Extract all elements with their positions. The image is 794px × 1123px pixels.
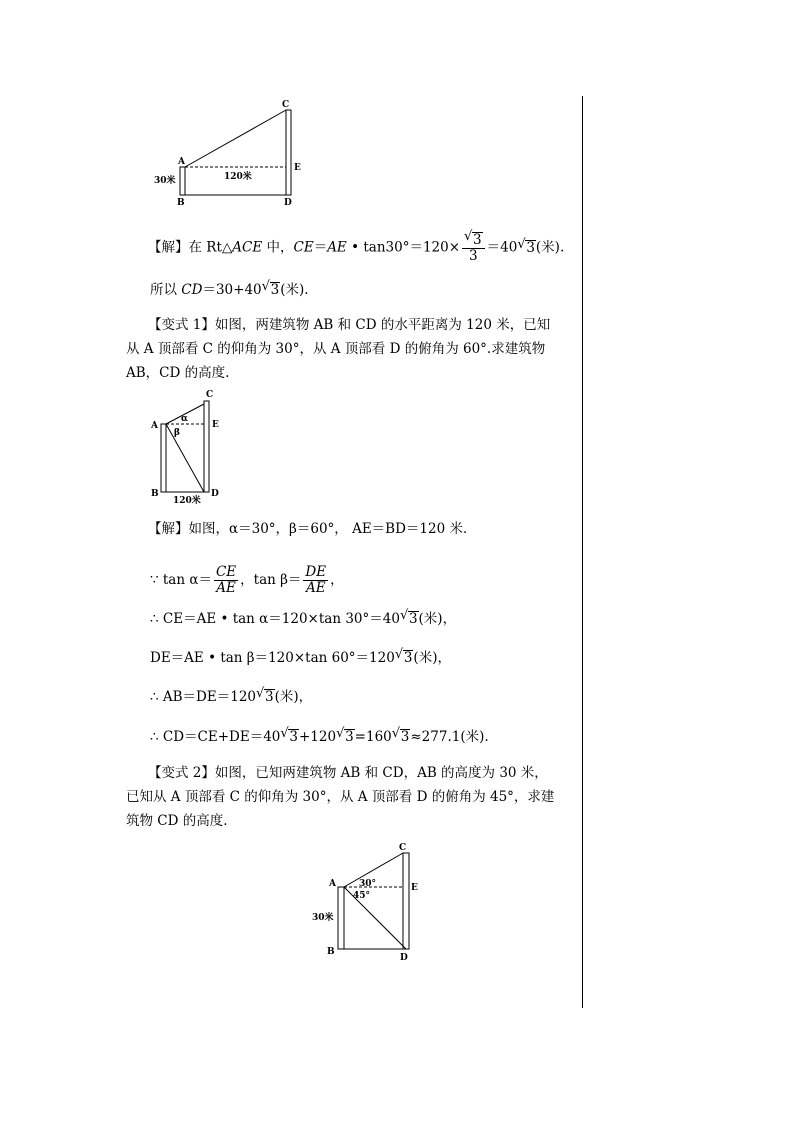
distance-label: 120米 [224, 172, 252, 182]
solution-2-line-3 [150, 609, 456, 629]
label-b: B [177, 198, 185, 208]
label-c: C [399, 843, 407, 853]
equals-value: ＝40 [486, 239, 518, 256]
triangle-name: ACE [232, 239, 263, 256]
variant-1-problem: 【变式 1】如图，两建筑物 AB 和 CD 的水平距离为 120 米，已知从 A 顶部看 C 的仰角为 30°，从 A 顶部看 D 的俯角为 60°.求建筑物 AB，CD 的高度. [126, 317, 551, 381]
label-a: A [178, 157, 185, 167]
label-e: E [294, 163, 301, 173]
height-label: 30米 [154, 176, 176, 186]
segment-ce: CE [293, 239, 314, 256]
solution-2-line-6 [150, 727, 489, 747]
label-c: C [206, 390, 214, 400]
conclusion-text: 所以 [150, 282, 182, 298]
sqrt-value: √ 3 [403, 650, 414, 665]
conclusion-1-line [150, 280, 309, 300]
figure-3-diagram [308, 838, 428, 966]
label-d: D [284, 198, 292, 208]
tan-expr: • tan30°＝120× [346, 239, 461, 256]
sqrt-value: √ 3 [525, 240, 536, 255]
angle-alpha: α [181, 414, 188, 424]
building-ab [161, 424, 166, 492]
figure-1-diagram [150, 95, 310, 210]
unit: (米)， [418, 611, 457, 627]
building-cd [286, 110, 291, 195]
label-d: D [400, 953, 408, 963]
cd-text: ∴ CD＝CE+DE＝40 [150, 729, 281, 745]
right-margin-rule [582, 96, 583, 1008]
figure-2-diagram [148, 388, 228, 508]
solution-text: 在 Rt△ [188, 239, 233, 256]
plus-text: +120 [298, 729, 337, 745]
sqrt-value: √ 3 [288, 729, 299, 744]
label-c: C [282, 100, 290, 110]
sqrt-value: √ 3 [400, 729, 411, 744]
label-a: A [151, 421, 158, 431]
sqrt-value: √ 3 [344, 729, 355, 744]
solution-2-line-2 [150, 565, 344, 596]
building-ab [180, 167, 185, 195]
distance-label: 120米 [173, 496, 201, 506]
label-b: B [151, 489, 159, 499]
sight-line-ad [166, 424, 204, 492]
label-b: B [327, 947, 335, 957]
solution-tag: 【解】 [148, 239, 189, 256]
sight-line-ac [185, 110, 286, 167]
segment-ae: AE [327, 239, 347, 256]
label-e: E [411, 883, 418, 893]
fraction-num: CE [215, 564, 237, 580]
height-label: 30米 [312, 913, 334, 923]
sqrt-value: √ 3 [264, 689, 275, 704]
building-cd [204, 401, 209, 492]
equals: ＝ [313, 239, 328, 256]
building-cd [403, 853, 409, 949]
equals-text: =160 [354, 729, 392, 745]
angle-30-label: 30° [359, 879, 377, 889]
approx-text: ≈277.1(米). [410, 729, 489, 745]
fraction [462, 232, 485, 264]
angle-beta: β [174, 428, 180, 438]
de-text: DE＝AE • tan β＝120×tan 60°＝120 [150, 650, 395, 666]
unit: (米)， [413, 650, 451, 666]
fraction-num: DE [305, 564, 327, 580]
label-e: E [212, 420, 219, 430]
solution-2-line-5 [150, 687, 312, 707]
ab-text: ∴ AB＝DE＝120 [150, 689, 256, 705]
solution-2-line-4 [150, 648, 451, 668]
unit: (米)， [274, 689, 313, 705]
label-d: D [211, 489, 219, 499]
sqrt-value: √ 3 [408, 611, 419, 626]
sqrt-value: √ 3 [270, 282, 281, 297]
because-text: ∵ tan α＝ [150, 572, 212, 588]
solution-1-line [148, 232, 564, 264]
label-a: A [329, 879, 336, 889]
ce-text: ∴ CE＝AE • tan α＝120×tan 30°＝40 [150, 611, 400, 627]
fraction-den: AE [216, 580, 236, 596]
comma: ， [330, 572, 344, 588]
tan-beta-text: ，tan β＝ [240, 572, 302, 588]
unit: (米). [535, 239, 565, 256]
fraction-ce-ae [214, 565, 238, 596]
building-ab [338, 887, 344, 949]
unit: (米). [280, 282, 309, 298]
solution-2-line-1: 【解】如图，α＝30°，β＝60°， AE＝BD＝120 米． [148, 521, 477, 537]
fraction-den: AE [305, 580, 326, 596]
fraction-den: 3 [469, 248, 478, 264]
sqrt-num: √ 3 [472, 232, 483, 247]
segment-cd: CD [181, 282, 203, 298]
angle-45-label: 45° [353, 891, 371, 901]
fraction-de-ae [303, 565, 328, 596]
conclusion-text: ＝30+40 [202, 282, 262, 298]
solution-text: 中， [262, 239, 294, 256]
variant-2-problem: 【变式 2】如图，已知两建筑物 AB 和 CD，AB 的高度为 30 米，已知从 A 顶部看 C 的仰角为 30°，从 A 顶部看 D 的俯角为 45°，求建筑物 CD 的高度. [126, 765, 555, 829]
